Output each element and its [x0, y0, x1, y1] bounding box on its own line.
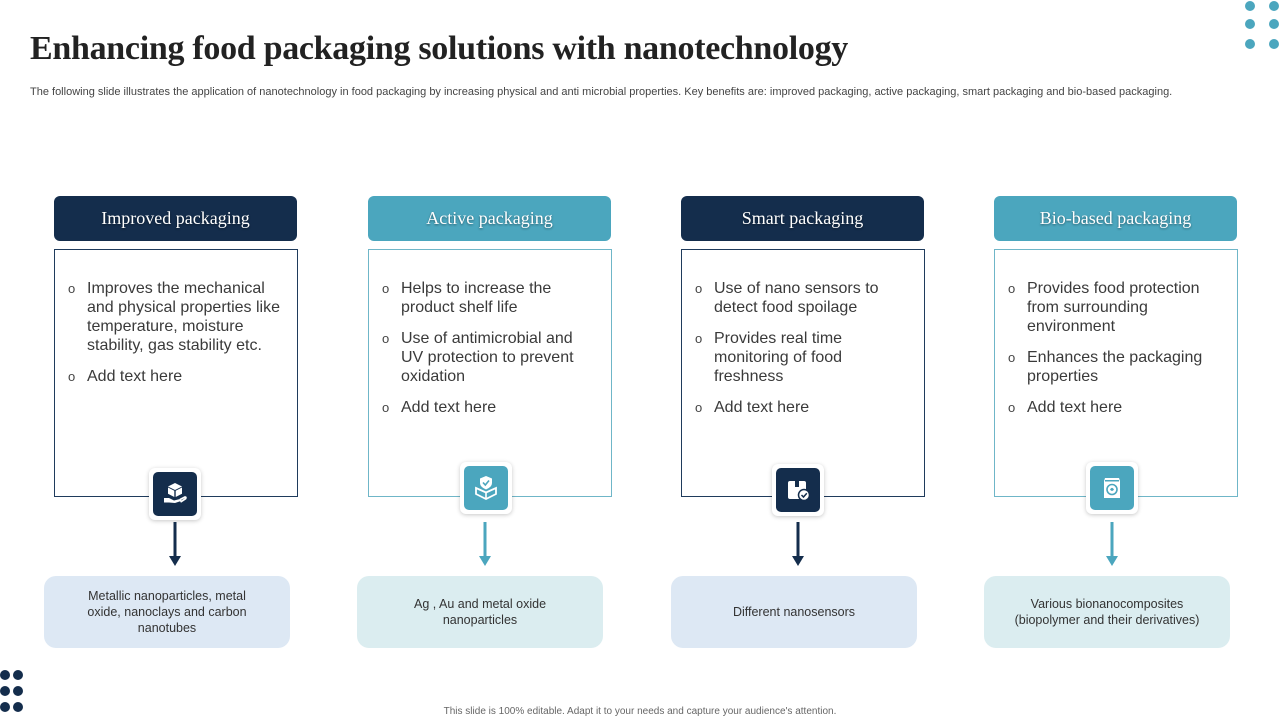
shield-box-icon: [464, 466, 508, 510]
down-arrow-icon: [791, 522, 805, 568]
package-check-icon: [776, 468, 820, 512]
icon-frame: [460, 462, 512, 514]
result-box-bio-based-packaging: Various bionanocomposites (biopolymer and their derivatives): [984, 576, 1230, 648]
bullet-item: o Helps to increase the product shelf life: [382, 279, 597, 317]
slide-title: Enhancing food packaging solutions with nanotechnology: [30, 30, 848, 67]
bullet-item: o Add text here: [382, 398, 597, 417]
bullet-box-smart-packaging: [681, 249, 925, 497]
header-bio-based-packaging: Bio-based packaging: [994, 196, 1237, 241]
bullet-item: o Use of nano sensors to detect food spoilage: [695, 279, 910, 317]
footer-note: This slide is 100% editable. Adapt it to your needs and capture your audience's attention.: [443, 706, 837, 717]
result-box-smart-packaging: Different nanosensors: [671, 576, 917, 648]
bullet-item: o Add text here: [68, 367, 283, 386]
down-arrow-icon: [478, 522, 492, 568]
bullet-item: o Enhances the packaging properties: [1008, 348, 1223, 386]
eco-bag-icon: [1090, 466, 1134, 510]
bullet-item: o Add text here: [695, 398, 910, 417]
icon-frame: [772, 464, 824, 516]
result-box-improved-packaging: Metallic nanoparticles, metal oxide, nanoclays and carbon nanotubes: [44, 576, 290, 648]
bullet-box-active-packaging: [368, 249, 612, 497]
bullet-item: o Improves the mechanical and physical properties like temperature, moisture stability, gas stability etc.: [68, 279, 283, 355]
down-arrow-icon: [168, 522, 182, 568]
down-arrow-icon: [1105, 522, 1119, 568]
bullet-item: o Provides real time monitoring of food freshness: [695, 329, 910, 386]
hand-holding-box-icon: [153, 472, 197, 516]
header-improved-packaging: Improved packaging: [54, 196, 297, 241]
bullet-item: o Add text here: [1008, 398, 1223, 417]
bullet-item: o Use of antimicrobial and UV protection to prevent oxidation: [382, 329, 597, 386]
icon-frame: [1086, 462, 1138, 514]
icon-frame: [149, 468, 201, 520]
result-box-active-packaging: Ag , Au and metal oxide nanoparticles: [357, 576, 603, 648]
slide-subtitle: The following slide illustrates the application of nanotechnology in food packaging by increasing physical and anti microbial properties. Key benefits are: improved packaging, active packaging, smart packaging and bio-based packaging.: [30, 86, 1173, 98]
bullet-box-improved-packaging: [54, 249, 298, 497]
bullet-box-bio-based-packaging: [994, 249, 1238, 497]
bullet-item: o Provides food protection from surrounding environment: [1008, 279, 1223, 336]
header-smart-packaging: Smart packaging: [681, 196, 924, 241]
header-active-packaging: Active packaging: [368, 196, 611, 241]
